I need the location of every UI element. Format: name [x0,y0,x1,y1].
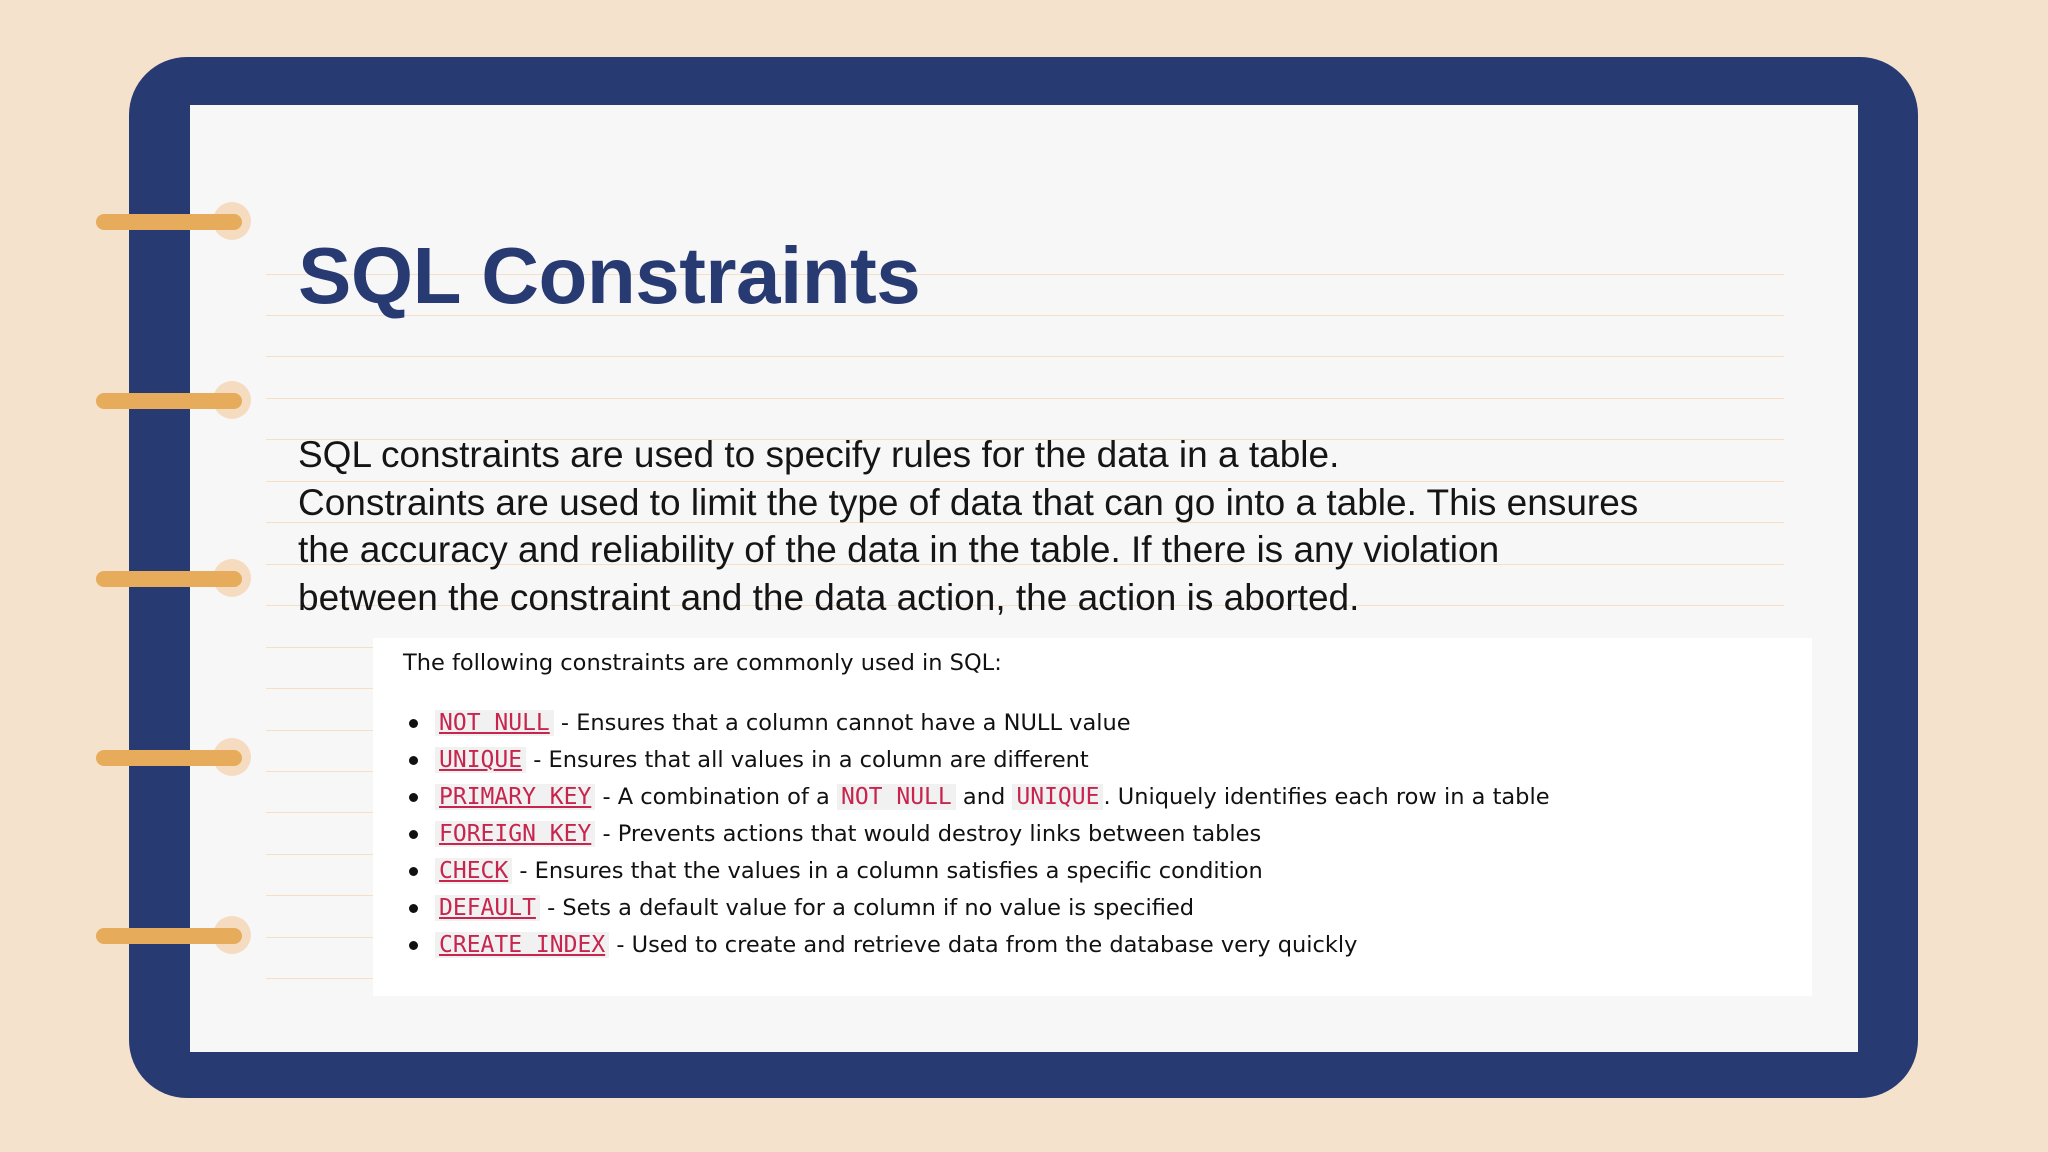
constraints-list [435,705,1550,964]
constraint-description: - Sets a default value for a column if no value is specified [539,895,1195,921]
list-item [435,853,1550,890]
list-item [435,742,1550,779]
paragraph-line: Constraints are used to limit the type of data that can go into a table. This ensures [298,481,1639,523]
list-item [435,816,1550,853]
binder-ring-icon [96,928,242,944]
constraints-screenshot [373,638,1812,996]
constraint-link-not-null[interactable]: NOT NULL [435,710,554,736]
list-item [435,779,1550,816]
bullet-icon [409,904,418,913]
paragraph-line: the accuracy and reliability of the data in the table. If there is any violation [298,529,1500,570]
constraint-description-mid: and [955,784,1013,810]
paragraph-line: between the constraint and the data action, the action is aborted. [298,576,1360,618]
inline-code-not-null: NOT NULL [837,784,956,810]
list-item [435,890,1550,927]
binder-ring-icon [96,571,242,587]
slide-paragraph [298,431,1798,621]
page-rule-line [266,356,1784,357]
inline-code-unique: UNIQUE [1012,784,1103,810]
list-item [435,705,1550,742]
slide-title: SQL Constraints [298,231,921,320]
constraint-description: - Ensures that all values in a column are different [526,747,1089,773]
constraint-link-default[interactable]: DEFAULT [435,895,540,921]
constraint-link-check[interactable]: CHECK [435,858,512,884]
constraint-link-create-index[interactable]: CREATE INDEX [435,932,609,958]
bullet-icon [409,756,418,765]
bullet-icon [409,719,418,728]
constraint-link-unique[interactable]: UNIQUE [435,747,526,773]
constraint-description: - A combination of a [595,784,837,810]
paragraph-line: SQL constraints are used to specify rules for the data in a table. [298,434,1340,475]
constraint-description: - Prevents actions that would destroy links between tables [595,821,1262,847]
bullet-icon [409,941,418,950]
constraint-description: - Ensures that the values in a column satisfies a specific condition [512,858,1263,884]
bullet-icon [409,867,418,876]
constraint-description-tail: . Uniquely identifies each row in a table [1103,784,1550,810]
bullet-icon [409,793,418,802]
constraint-link-foreign-key[interactable]: FOREIGN KEY [435,821,595,847]
binder-ring-icon [96,214,242,230]
page-rule-line [266,398,1784,399]
list-item [435,927,1550,964]
constraint-link-primary-key[interactable]: PRIMARY KEY [435,784,595,810]
bullet-icon [409,830,418,839]
binder-ring-icon [96,750,242,766]
binder-ring-icon [96,393,242,409]
constraint-description: - Ensures that a column cannot have a NULL value [553,710,1131,736]
constraint-description: - Used to create and retrieve data from the database very quickly [609,932,1358,958]
screenshot-intro: The following constraints are commonly used in SQL: [403,650,1002,676]
